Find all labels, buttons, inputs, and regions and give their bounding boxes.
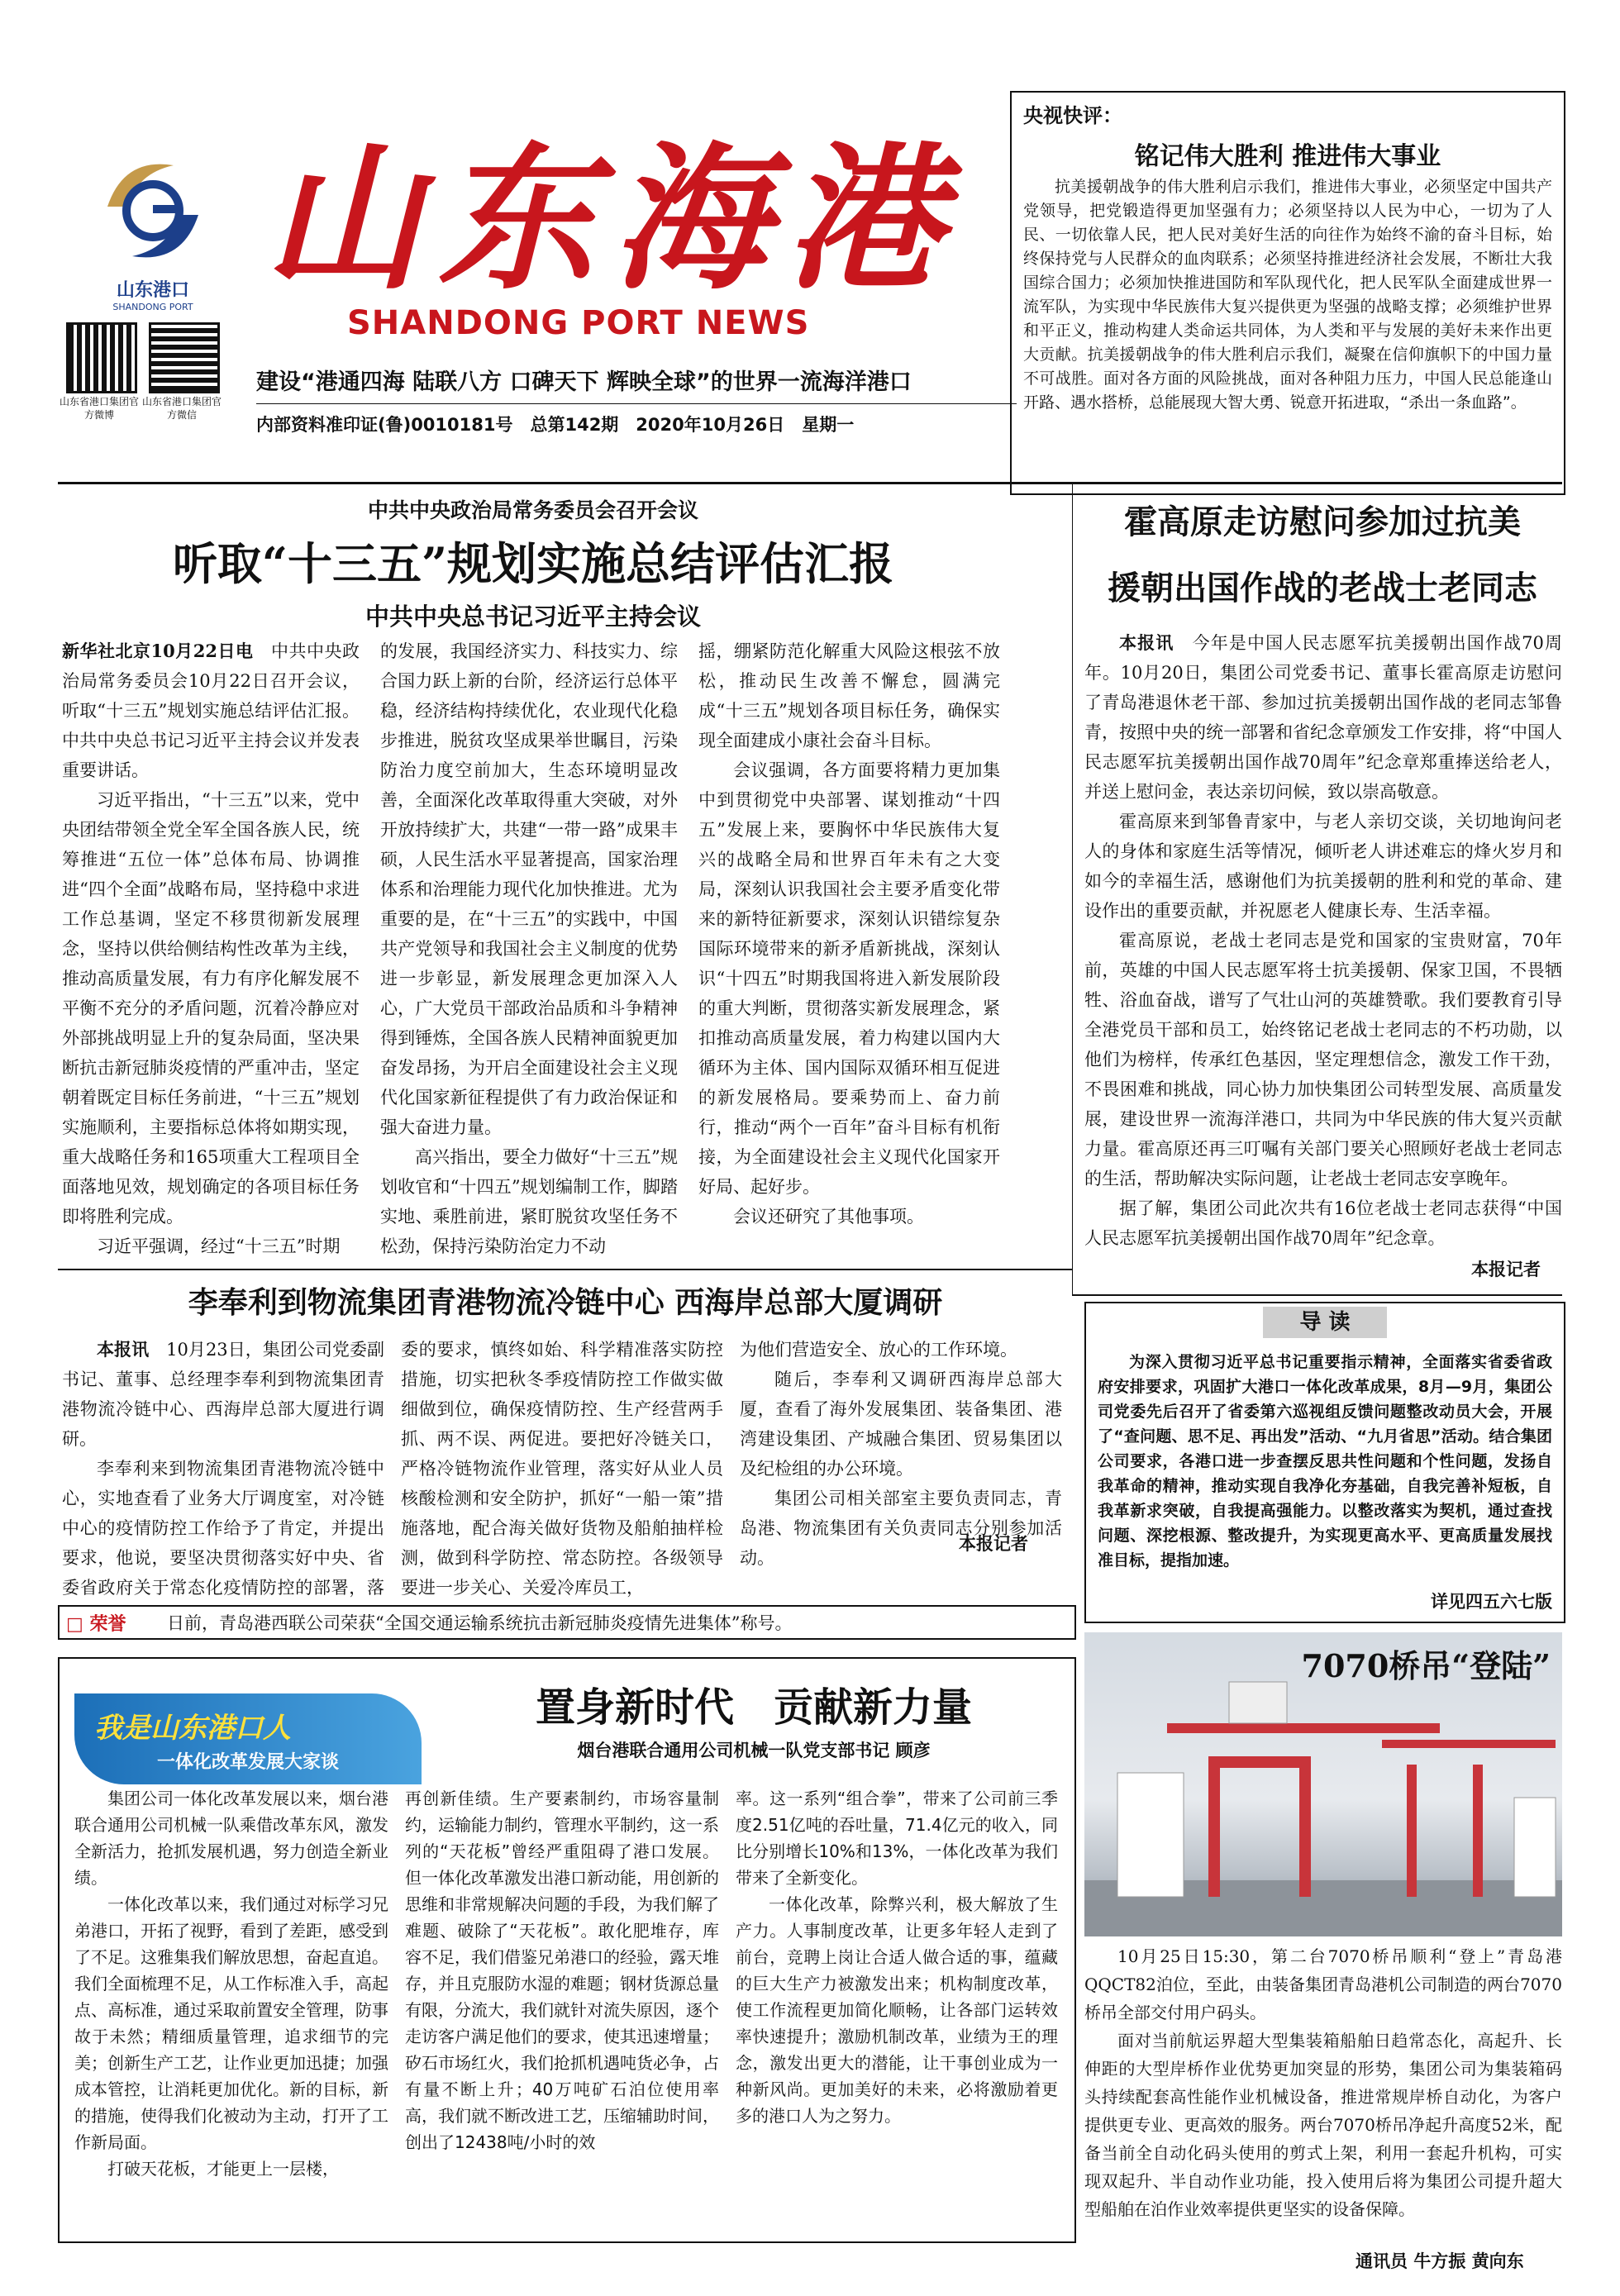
qr-label-weibo: 山东省港口集团官方微博 [59,396,139,421]
logo-mark-icon [91,149,215,273]
qr-label-wechat: 山东省港口集团官方微信 [141,396,222,421]
veteran-story-headline-1: 霍高原走访慰问参加过抗美 [1124,503,1521,541]
feature-col-2: 再创新佳绩。生产要素制约，市场容量制约，运输能力制约，管理水平制约，这一系列的“天花板”曾经严重阻碍了港口发展。但一体化改革激发出港口新动能，用创新的思维和非常规解决问题的手段，为我们解了难题、破除了“天花板”。敢化肥堆存，库容不足，我们借鉴兄弟港口的经验，露天堆存，并且克服防水湿的难题；钢材货源总量有限，分流大，我们就针对流失原因，逐个走访客户满足他们的要求，使其迅速增量；矽石市场红火，我们抢抓机遇吨货必争，占有量不断上升；40万吨矿石泊位使用率高，我们就不断改进工艺，压缩辅助时间，创出了12438吨/小时的效 [405,1789,719,2152]
guide-box [1084,1302,1565,1623]
guide-body: 为深入贯彻习近平总书记重要指示精神，全面落实省委省政府安排要求，巩固扩大港口一体化改革成果，8月—9月，集团公司党委先后召开了省委第六巡视组反馈问题整改动员大会，开展了“查问题、思不足、再出发”活动、“九月省思”活动。结合集团公司要求，各港口进一步查摆反思共性问题和个性问题，发扬自我革命的精神，推动实现自我净化夯基础，自我完善补短板，自我革新求突破，自我提高强能力。以整改落实为契机，通过查找问题、深挖根源、整改提升，为实现更高水平、更高质量发展找准目标，提指加速。 [1098,1353,1552,1570]
commentary-tag: 央视快评： [1023,103,1122,127]
veteran-story-body: 本报讯 今年是中国人民志愿军抗美援朝出国作战70周年。10月20日，集团公司党委书记、董事长霍高原走访慰问了青岛港退休老干部、参加过抗美援朝出国作战的老同志邹鲁青，按照中央的统一部署和省纪念章颁发工作安排，将“中国人民志愿军抗美援朝出国作战70周年”纪念章郑重捧送给老人，并送上慰问金，表达亲切问候，致以崇高敬意。 霍高原来到邹鲁青家中，与老人亲切交谈，关切地询问老人的身体和家庭生活等情况，倾听老人讲述难忘的烽火岁月和如今的幸福生活，感谢他们为抗美援朝的胜利和党的革命、建设作出的重要贡献，并祝愿老人健康长寿、生活幸福。 霍高原说，老战士老同志是党和国家的宝贵财富，70年前，英雄的中国人民志愿军将士抗美援朝、保家卫国，不畏牺牲、浴血奋战，谱写了气壮山河的英雄赞歌。我们要教育引导全港党员干部和员工，始终铭记老战士老同志的不朽功勋，以他们为榜样，传承红色基因，坚定理想信念，激发工作干劲，不畏困难和挑战，同心协力加快集团公司转型发展、高质量发展，建设世界一流海洋港口，共同为中华民族的伟大复兴贡献力量。霍高原还再三叮嘱有关部门要关心照顾好老战士老同志的生活，帮助解决实际问题，让老战士老同志安享晚年。 据了解，集团公司此次共有16位老战士老同志获得“中国人民志愿军抗美援朝出国作战70周年”纪念章。 [1084,632,1562,1248]
commentary-body: 抗美援朝战争的伟大胜利启示我们，推进伟大事业，必须坚定中国共产党领导，把党锻造得更加坚强有力；必须坚持以人民为中心，一切为了人民、一切依靠人民，把人民对美好生活的向往作为始终不渝的奋斗目标，始终保持党与人民群众的血肉联系；必须坚持推进经济社会发展，不断壮大我国综合国力；必须加快推进国防和军队现代化，把人民军队全面建成世界一流军队，为实现中华民族伟大复兴提供更为坚强的战略支撑；必须维护世界和平正义，推动构建人类命运共同体，为人类和平与发展的美好未来作出更大贡献。抗美援朝战争的伟大胜利启示我们，凝聚在信仰旗帜下的中国力量不可战胜。面对各方面的风险挑战，面对各种阻力压力，中国人民总能逢山开路、遇水搭桥，总能展现大智大勇、锐意开拓进取，“杀出一条血路”。 [1023,178,1552,412]
lead-story-col-2: 的发展，我国经济实力、科技实力、综合国力跃上新的台阶，经济运行总体平稳，经济结构持续优化，农业现代化稳步推进，脱贫攻坚成果举世瞩目，污染防治力度空前加大，生态环境明显改善，全面深化改革取得重大突破，对外开放持续扩大，共建“一带一路”成果丰硕，人民生活水平显著提高，国家治理体系和治理能力现代化加快推进。尤为重要的是，在“十三五”的实践中，中国共产党领导和我国社会主义制度的优势进一步彰显，新发展理念更加深入人心，广大党员干部政治品质和斗争精神得到锤炼，全国各族人民精神面貌更加奋发昂扬，为开启全面建设社会主义现代化国家新征程提供了有力政治保证和强大奋进力量。 高兴指出，要全力做好“十三五”规划收官和“十四五”规划编制工作，脚踏实地、乘胜前进，紧盯脱贫攻坚任务不松劲，保持污染防治定力不动 [380,641,678,1256]
lead-story-col-1: 新华社北京10月22日电 中共中央政治局常务委员会10月22日召开会议，听取“十三五”规划实施总结评估汇报。中共中央总书记习近平主持会议并发表重要讲话。 习近平指出，“十三五”以来，党中央团结带领全党全军全国各族人民，统筹推进“五位一体”总体布局、协调推进“四个全面”战略布局，坚持稳中求进工作总基调，坚定不移贯彻新发展理念，坚持以供给侧结构性改革为主线，推动高质量发展，有力有序化解发展不平衡不充分的矛盾问题，沉着冷静应对外部挑战明显上升的复杂局面，坚决果断抗击新冠肺炎疫情的严重冲击，坚定朝着既定目标任务前进，“十三五”规划实施顺利，主要指标总体将如期实现，重大战略任务和165项重大工程项目全面落地见效，规划确定的各项目标任务即将胜利完成。 习近平强调，经过“十三五”时期 [62,641,360,1256]
logo-text: 山东港口 [116,280,189,301]
commentary-title: 铭记伟大胜利 推进伟大事业 [1134,142,1441,171]
logistics-story-headline: 李奉利到物流集团青港物流冷链中心 西海岸总部大厦调研 [188,1285,943,1320]
logo-sub: SHANDONG PORT [112,302,193,312]
feature-byline: 烟台港联合通用公司机械一队党支部书记 顾彦 [577,1741,931,1760]
veteran-story-signature: 本报记者 [1471,1259,1541,1279]
feature-col-3: 率。这一系列“组合拳”，带来了公司前三季度2.51亿吨的吞吐量，71.4亿元的收入，同比分别增长10%和13%，一体化改革为我们带来了全新变化。 一体化改革，除弊兴利，极大解放了生产力。人事制度改革，让更多年轻人走到了前台，竞聘上岗让合适人做合适的事，蕴藏的巨大生产力被激发出来；机构制度改革，使工作流程更加简化顺畅，让各部门运转效率快速提升；激励机制改革，业绩为王的理念，激发出更大的潜能，让干事创业成为一种新风尚。更加美好的未来，必将激励着更多的港口人为之努力。 [736,1789,1058,2126]
honor-tag: □ 荣誉 [66,1614,126,1635]
logo [91,149,215,322]
masthead-title: 山东海港 [264,126,960,311]
column-banner-line2: 一体化改革发展大家谈 [157,1752,340,1773]
feature-col-1: 集团公司一体化改革发展以来，烟台港联合通用公司机械一队乘借改革东风，激发全新活力，抢抓发展机遇，努力创造全新业绩。 一体化改革以来，我们通过对标学习兄弟港口，开拓了视野，看到了差距，感受到了不足。这雅集我们解放思想，奋起直追。我们全面梳理不足，从工作标准入手，高起点、高标准，通过采取前置安全管理，防事故于未然；精细质量管理，追求细节的完美；创新生产工艺，让作业更加迅捷；加强成本管控，让消耗更加优化。新的目标，新的措施，使得我们化被动为主动，打开了工作新局面。 打破天花板，才能更上一层楼， [74,1789,388,2179]
lead-story-col-3: 摇，绷紧防范化解重大风险这根弦不放松，推动民生改善不懈怠，圆满完成“十三五”规划各项目标任务，确保实现全面建成小康社会奋斗目标。 会议强调，各方面要将精力更加集中到贯彻党中央部署、谋划推动“十四五”发展上来，要胸怀中华民族伟大复兴的战略全局和世界百年未有之大变局，深刻认识我国社会主要矛盾变化带来的新特征新要求，深刻认识错综复杂国际环境带来的新矛盾新挑战，深刻认识“十四五”时期我国将进入新发展阶段的重大判断，贯彻落实新发展理念，紧扣推动高质量发展，着力构建以国内大循环为主体、国内国际双循环相互促进的新发展格局。要乘势而上、奋力前行，推动“两个一百年”奋斗目标有机衔接，为全面建设社会主义现代化国家开好局、起好步。 会议还研究了其他事项。 [698,641,1000,1227]
commentary-box [1010,91,1565,495]
feature-headline: 置身新时代 贡献新力量 [535,1684,972,1731]
masthead [58,91,1008,479]
column-banner [74,1693,422,1784]
honor-text: 日前，青岛港西联公司荣获“全国交通运输系统抗击新冠肺炎疫情先进集体”称号。 [167,1613,793,1633]
lead-story-kicker: 中共中央政治局常务委员会召开会议 [367,498,698,522]
logistics-story-signature: 本报记者 [959,1533,1028,1554]
guide-title: 导 读 [1263,1307,1387,1338]
logistics-story-col-3: 为他们营造安全、放心的工作环境。 随后，李奉利又调研西海岸总部大厦，查看了海外发展集团、装备集团、港湾建设集团、产城融合集团、贸易集团以及纪检组的办公环境。 集团公司相关部室主要负责同志，青岛港、物流集团有关负责同志分别参加活动。 [740,1340,1062,1568]
lead-story-subhead: 中共中央总书记习近平主持会议 [364,603,701,631]
honor-bar [58,1605,1076,1640]
photo-news-title: 7070桥吊“登陆” [1301,1647,1551,1684]
masthead-title-en: SHANDONG PORT NEWS [347,304,810,342]
qr-code-weibo[interactable] [66,322,137,393]
column-banner-line1: 我是山东港口人 [94,1712,291,1745]
guide-ref-link[interactable]: 详见四五六七版 [1431,1591,1552,1612]
qr-code-wechat[interactable] [149,322,220,393]
veteran-story-headline-2: 援朝出国作战的老战士老同志 [1108,569,1537,607]
logistics-story-col-2: 委的要求，慎终如始、科学精准落实防控措施，切实把秋冬季疫情防控工作做实做细做到位，确保疫情防控、生产经营两手抓、两不误、两促进。要把好冷链关口，严格冷链物流作业管理，落实好从业人员核酸检测和安全防护，抓好“一船一策”措施落地，配合海关做好货物及船舶抽样检测，做到科学防控、常态防控。各级领导要进一步关心、关爱冷库员工， [401,1340,723,1598]
photo-news-signature: 通讯员 牛方振 黄向东 [1356,2251,1524,2271]
lead-story-dateline: 新华社北京10月22日电 [62,641,254,661]
photo-news-caption: 10月25日15:30，第二台7070桥吊顺利“登上”青岛港QQCT82泊位，至此，由装备集团青岛港机公司制造的两台7070桥吊全部交付用户码头。 [1084,1946,1562,2022]
photo-news-image [1084,1632,1562,1936]
photo-news-text [1084,1942,1562,2248]
logistics-story-col-1: 本报讯 10月23日，集团公司党委副书记、董事、总经理李奉利到物流集团青港物流冷链中心、西海岸总部大厦进行调研。 李奉利来到物流集团青港物流冷链中心，实地查看了业务大厅调度室，对冷链中心的疫情防控工作给予了肯定，并提出要求，他说，要坚决贯彻落实好中央、省委省政府关于常态化疫情防控的部署，落 [62,1339,384,1598]
lead-story-headline: 听取“十三五”规划实施总结评估汇报 [172,537,894,590]
photo-news-body: 面对当前航运界超大型集装箱船舶日趋常态化，高起升、长伸距的大型岸桥作业优势更加突显的形势，集团公司为集装箱码头持续配套高性能作业机械设备，推进常规岸桥自动化，为客户提供更专业、更高效的服务。两台7070桥吊净起升高度52米，配备当前全自动化码头使用的剪式上架，利用一套起升机构，可实现双起升、半自动作业功能，投入使用后将为集团公司提升超大型船舶在泊作业效率提供更坚实的设备保障。 [1084,2031,1562,2219]
masthead-slogan: 建设“港通四海 陆联八方 口碑天下 辉映全球”的世界一流海洋港口 [256,369,912,395]
issue-line: 内部资料准印证(鲁)0010181号 总第142期 2020年10月26日 星期一 [256,415,855,435]
